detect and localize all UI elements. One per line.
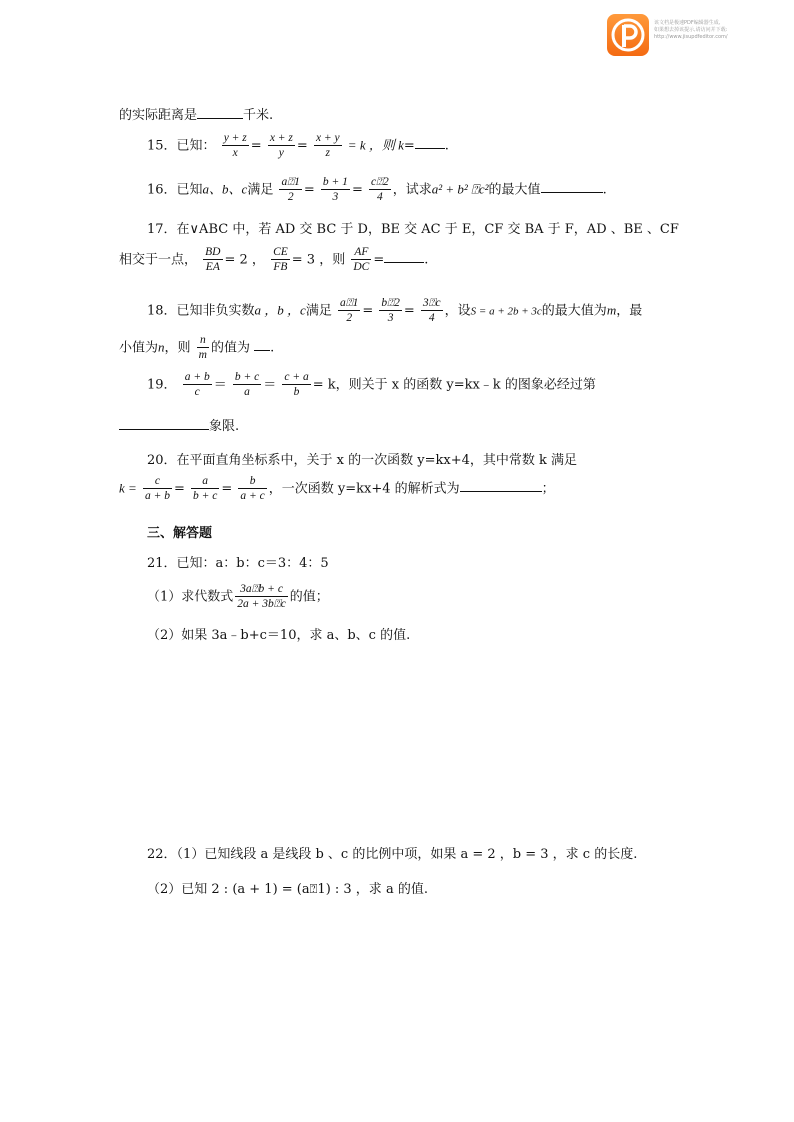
text: ，试求: [392, 182, 432, 198]
answer-blank: [254, 338, 270, 351]
question-17-line2: [119, 245, 428, 275]
fraction: $\frac{b + 1}{3}$: [322, 176, 348, 204]
watermark-line: 如果想去掉该提示,请访问并下载:: [654, 27, 728, 33]
watermark-note: [654, 20, 728, 41]
answer-blank: [415, 136, 445, 149]
question-18-line2: [119, 333, 274, 363]
text: 千米.: [243, 108, 274, 123]
fraction: $\frac{3a⍰b + c}{2a + 3b⍰c}$: [237, 583, 286, 611]
text: 的最大值: [488, 182, 541, 198]
question-19-line1: 19． $\frac{a + b}{c}$ ＝ $\frac{b + c}{a}$ ＝ $\frac{c + a}{b}$ = k，则关于 x 的函数 y=kx﹣k 的图象必经过第: [147, 371, 596, 399]
expression: S = a + 2b + 3c: [470, 305, 542, 318]
pdf-editor-logo: [607, 14, 649, 56]
text: ；: [541, 481, 555, 497]
text: 的值为: [210, 340, 250, 356]
fraction: $\frac{CE}{FB}$: [273, 246, 288, 274]
text: 的最大值为: [541, 303, 607, 319]
question-21-line1: 21．已知：a：b：c＝3：4：5: [147, 556, 329, 571]
answer-blank: [197, 106, 243, 119]
text: ，设: [444, 303, 471, 319]
text: 相交于一点，: [119, 252, 198, 268]
question-15: 15．已知： $\frac{y + z}{x}$ = $\frac{x + z}{y}$ = $\frac{x + y}{z}$ = k ，则 k= .: [147, 132, 449, 160]
fraction: $\frac{a⍰1}{2}$: [339, 297, 359, 325]
expression: k =: [119, 480, 137, 496]
p-letter-icon: [607, 14, 649, 56]
text: （1）求代数式: [147, 589, 234, 605]
text: .: [444, 138, 449, 154]
answer-blank: [384, 250, 424, 263]
text: .: [424, 252, 429, 268]
question-21-part1: [147, 582, 329, 612]
question-number: 16．已知: [147, 182, 203, 198]
text: 的实际距离是: [119, 108, 198, 123]
text: = 2 ，: [224, 252, 265, 268]
question-16: 16．已知a、b、c满足 $\frac{a⍰1}{2}$ = $\frac{b + 1}{3}$ = $\frac{c⍰2}{4}$ ，试求a² + b² ⍰c²的最大值 .: [147, 176, 607, 204]
text: 象限.: [209, 419, 240, 434]
text: 的值；: [289, 589, 329, 605]
fraction: $\frac{c⍰2}{4}$: [370, 176, 389, 204]
question-19-line2: [119, 415, 239, 434]
fraction: $\frac{b⍰2}{3}$: [381, 297, 400, 325]
text: = k ，则: [347, 137, 399, 153]
variables: a、b、c: [202, 181, 248, 197]
variables: a ，b ，c: [254, 302, 306, 318]
text: ，则: [164, 340, 191, 356]
fraction: $\frac{AF}{DC}$: [353, 246, 370, 274]
watermark-line: 该文档是极速PDF编辑器生成,: [654, 20, 721, 26]
question-17-line1: 17．在∨ABC 中，若 AD 交 BC 于 D，BE 交 AC 于 E，CF 交 BA 于 F，AD 、BE 、CF: [147, 222, 679, 237]
variable: n: [158, 339, 165, 355]
question-number: 15．已知：: [147, 138, 216, 154]
fraction: $\frac{3⍰c}{4}$: [422, 297, 441, 325]
question-22-line2: （2）已知 2 : (a + 1) = (a⍰1) : 3 ，求 a 的值.: [147, 882, 428, 897]
fraction: $\frac{c + a}{b}$: [284, 371, 309, 399]
question-22-line1: 22．（1）已知线段 a 是线段 b 、c 的比例中项，如果 a = 2 ，b = 3 ，求 c 的长度.: [147, 847, 638, 862]
continued-line: [119, 104, 273, 123]
text: = 3 ，则: [291, 252, 346, 268]
fraction: $\frac{b + c}{a}$: [234, 371, 260, 399]
watermark-url: http://www.jisupdfeditor.com/: [654, 34, 728, 40]
answer-blank: [541, 180, 603, 193]
question-number: 18．已知非负实数: [147, 303, 255, 319]
text: = k，则关于 x 的函数 y=kx﹣k 的图象必经过第: [312, 377, 596, 393]
expression: a² + b² ⍰c²: [431, 181, 489, 197]
question-20-line2: k = $\frac{c}{a + b}$ = $\frac{a}{b + c}$ = $\frac{b}{a + c}$ ，一次函数 y=kx+4 的解析式为 ；: [119, 475, 555, 503]
question-21-part2: （2）如果 3a﹣b+c＝10，求 a、b、c 的值.: [147, 628, 411, 643]
fraction: $\frac{a}{b + c}$: [192, 475, 218, 503]
fraction: $\frac{a⍰1}{2}$: [281, 176, 300, 204]
text: ，一次函数 y=kx+4 的解析式为: [268, 481, 460, 497]
question-20-line1: 20．在平面直角坐标系中，关于 x 的一次函数 y=kx+4，其中常数 k 满足: [147, 453, 578, 468]
question-18-line1: 18．已知非负实数a ，b ，c满足 $\frac{a⍰1}{2}$ = $\frac{b⍰2}{3}$ = $\frac{3⍰c}{4}$ ，设S = a + 2b + 3c的最大值为m，最: [147, 297, 643, 325]
variable: m: [606, 302, 617, 318]
fraction: $\frac{c}{a + b}$: [144, 475, 170, 503]
text: 满足: [247, 182, 274, 198]
text: =: [373, 252, 385, 268]
answer-blank: [119, 417, 209, 430]
fraction: $\frac{x + z}{y}$: [269, 132, 293, 160]
text: .: [602, 182, 607, 198]
question-number: 19．: [147, 377, 177, 393]
fraction: $\frac{b}{a + c}$: [240, 475, 265, 503]
text: 小值为: [119, 340, 159, 356]
fraction: $\frac{a + b}{c}$: [184, 371, 210, 399]
answer-blank: [460, 479, 542, 492]
fraction: $\frac{y + z}{x}$: [223, 132, 247, 160]
fraction: $\frac{x + y}{z}$: [315, 132, 340, 160]
text: =: [403, 138, 415, 154]
fraction: $\frac{BD}{EA}$: [205, 246, 221, 274]
text: .: [270, 340, 275, 356]
text: 满足: [305, 303, 332, 319]
variable: k: [398, 137, 404, 153]
section-heading: 三、解答题: [147, 526, 213, 541]
fraction: $\frac{n}{m}$: [198, 334, 207, 362]
text: ，最: [616, 303, 643, 319]
